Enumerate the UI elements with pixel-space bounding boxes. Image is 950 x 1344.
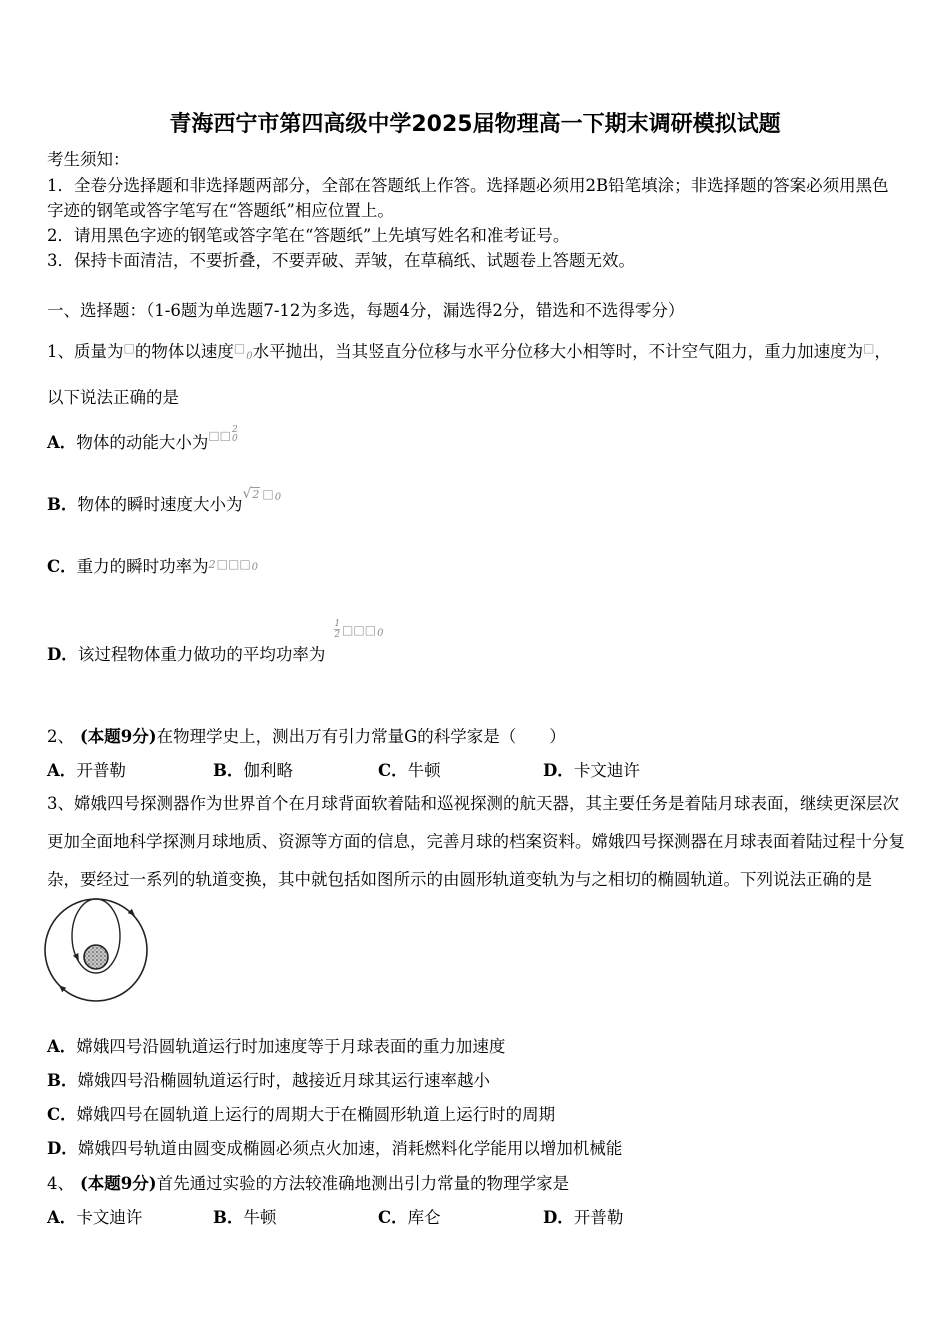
formula-symbols: □□ (208, 428, 231, 442)
q1-stem-part-3: 水平抛出，当其竖直分位移与水平分位移大小相等时，不计空气阻力，重力加速度为 (252, 342, 864, 361)
formula-superscript: 2 (232, 424, 238, 435)
option-label: D． (47, 645, 78, 664)
formula-subscript: 0 (251, 562, 259, 573)
q3-stem-line-3: 杂，要经过一系列的轨道变换，其中就包括如图所示的由圆形轨道变轨为与之相切的椭圆轨道。下列说法正确的是 (47, 870, 872, 889)
option-label: B． (47, 495, 78, 514)
option-text: 物体的动能大小为 (76, 433, 209, 452)
sqrt-sign: √ (242, 486, 252, 502)
section-heading: 一、选择题：（1-6题为单选题7-12为多选，每题4分，漏选得2分，错选和不选得零分） (47, 301, 685, 320)
formula-symbols: □□□ (216, 557, 251, 571)
notice-line-4: 3．保持卡面清洁，不要折叠，不要弄破、弄皱，在草稿纸、试题卷上答题无效。 (47, 251, 635, 270)
option-text: 该过程物体重力做功的平均功率为 (77, 645, 326, 664)
q4-option-b (213, 1207, 276, 1229)
q2-option-d (543, 760, 640, 782)
q3-option-c (47, 1104, 555, 1126)
option-label: A． (47, 1037, 77, 1056)
q3-stem-line-2: 更加全面地科学探测月球地质、资源等方面的信息，完善月球的档案资料。嫦娥四号探测器在月球表面着陆过程十分复 (47, 832, 905, 851)
q1-stem-line-1 (47, 337, 891, 362)
q4-score-mark: (本题9分) (80, 1174, 157, 1193)
q2-score-mark: (本题9分) (80, 727, 157, 746)
option-label: B． (47, 1071, 78, 1090)
velocity-symbol: □ (233, 341, 246, 355)
option-label: B． (213, 1208, 244, 1227)
formula-kinetic-energy (208, 426, 237, 444)
formula-fraction (334, 620, 340, 640)
option-text: 伽利略 (243, 761, 293, 780)
option-label: D． (543, 761, 574, 780)
option-text: 卡文迪许 (76, 1208, 143, 1227)
formula-velocity (242, 486, 281, 505)
mass-symbol: □ (123, 341, 135, 355)
q1-option-b (47, 486, 282, 516)
q1-stem-part-4: ， (874, 342, 891, 361)
option-text: 嫦娥四号在圆轨道上运行的周期大于在椭圆形轨道上运行时的周期 (76, 1105, 556, 1124)
option-label: B． (213, 761, 244, 780)
fraction-numerator: 1 (334, 618, 341, 629)
notice-heading: 考生须知： (47, 150, 130, 169)
q2-option-b (213, 760, 293, 782)
option-label: A． (47, 761, 77, 780)
q1-number: 1、 (47, 342, 74, 361)
q4-option-a (47, 1207, 142, 1229)
q3-stem-line-1 (47, 793, 899, 815)
q2-stem-text: 在物理学史上，测出万有引力常量G的科学家是（ ） (156, 727, 566, 746)
q1-option-a (47, 424, 238, 454)
option-text: 开普勒 (573, 1208, 624, 1227)
option-text: 开普勒 (76, 761, 126, 780)
q3-stem-text: 嫦娥四号探测器作为世界首个在月球背面软着陆和巡视探测的航天器，其主要任务是着陆月球表面，继续更深层次 (74, 794, 899, 813)
option-label: C． (378, 761, 408, 780)
option-label: A． (47, 1208, 77, 1227)
q4-stem-text: 首先通过实验的方法较准确地测出引力常量的物理学家是 (156, 1174, 570, 1193)
orbit-arrow-ellipse-left (73, 953, 82, 962)
q2-number: 2、 (47, 727, 74, 746)
option-text: 嫦娥四号沿椭圆轨道运行时，越接近月球其运行速率越小 (77, 1071, 490, 1090)
q4-option-d (543, 1207, 623, 1229)
option-text: 卡文迪许 (573, 761, 640, 780)
formula-coefficient: 2 (208, 558, 216, 571)
option-text: 牛顿 (407, 761, 441, 780)
option-text: 牛顿 (243, 1208, 277, 1227)
q2-stem (47, 726, 566, 748)
velocity-subscript: 0 (246, 351, 253, 362)
orbit-arrow-top-right (128, 909, 137, 918)
q4-stem (47, 1173, 569, 1195)
option-text: 库仑 (407, 1208, 441, 1227)
option-label: C． (47, 557, 77, 576)
q3-option-a (47, 1036, 505, 1058)
formula-subscript: 0 (377, 628, 384, 640)
option-text: 嫦娥四号沿圆轨道运行时加速度等于月球表面的重力加速度 (76, 1037, 506, 1056)
formula-sup-sub (232, 426, 238, 444)
option-label: A． (47, 433, 77, 452)
q4-option-c (378, 1207, 441, 1229)
q3-option-b (47, 1070, 490, 1092)
option-text: 重力的瞬时功率为 (76, 557, 209, 576)
option-text: 嫦娥四号轨道由圆变成椭圆必须点火加速，消耗燃料化学能用以增加机械能 (77, 1139, 623, 1158)
q4-number: 4、 (47, 1174, 74, 1193)
q2-option-a (47, 760, 126, 782)
option-label: C． (378, 1208, 408, 1227)
option-label: D． (543, 1208, 574, 1227)
q1-stem-line-2: 以下说法正确的是 (47, 388, 179, 407)
formula-subscript: 0 (232, 433, 238, 444)
formula-symbols: □ (262, 487, 274, 501)
q1-stem-part-2: 的物体以速度 (134, 342, 234, 361)
q3-number: 3、 (47, 794, 74, 813)
orbit-diagram (40, 895, 155, 1007)
notice-line-3: 2．请用黑色字迹的钢笔或答字笔在“答题纸”上先填写姓名和准考证号。 (47, 226, 570, 245)
fraction-denominator: 2 (334, 629, 341, 640)
moon (84, 945, 108, 969)
option-text: 物体的瞬时速度大小为 (77, 495, 243, 514)
q3-option-d (47, 1138, 622, 1160)
q1-option-c (47, 556, 258, 578)
q1-stem-part-1: 质量为 (74, 342, 124, 361)
q2-option-c (378, 760, 441, 782)
exam-title: 青海西宁市第四高级中学2025届物理高一下期末调研模拟试题 (169, 112, 781, 137)
q1-option-d (47, 618, 384, 666)
sqrt-radicand: 2 (252, 488, 260, 501)
notice-line-1: 1．全卷分选择题和非选择题两部分，全部在答题纸上作答。选择题必须用2B铅笔填涂；非选择题的答案必须用黑色 (47, 176, 889, 195)
formula-symbols: □□□ (342, 623, 377, 638)
option-label: D． (47, 1139, 78, 1158)
formula-subscript: 0 (274, 492, 282, 503)
formula-power (209, 556, 258, 575)
formula-average-power (333, 620, 383, 642)
gravity-symbol: □ (863, 341, 875, 355)
option-label: C． (47, 1105, 77, 1124)
notice-line-2: 字迹的钢笔或答字笔写在“答题纸”相应位置上。 (47, 201, 394, 220)
